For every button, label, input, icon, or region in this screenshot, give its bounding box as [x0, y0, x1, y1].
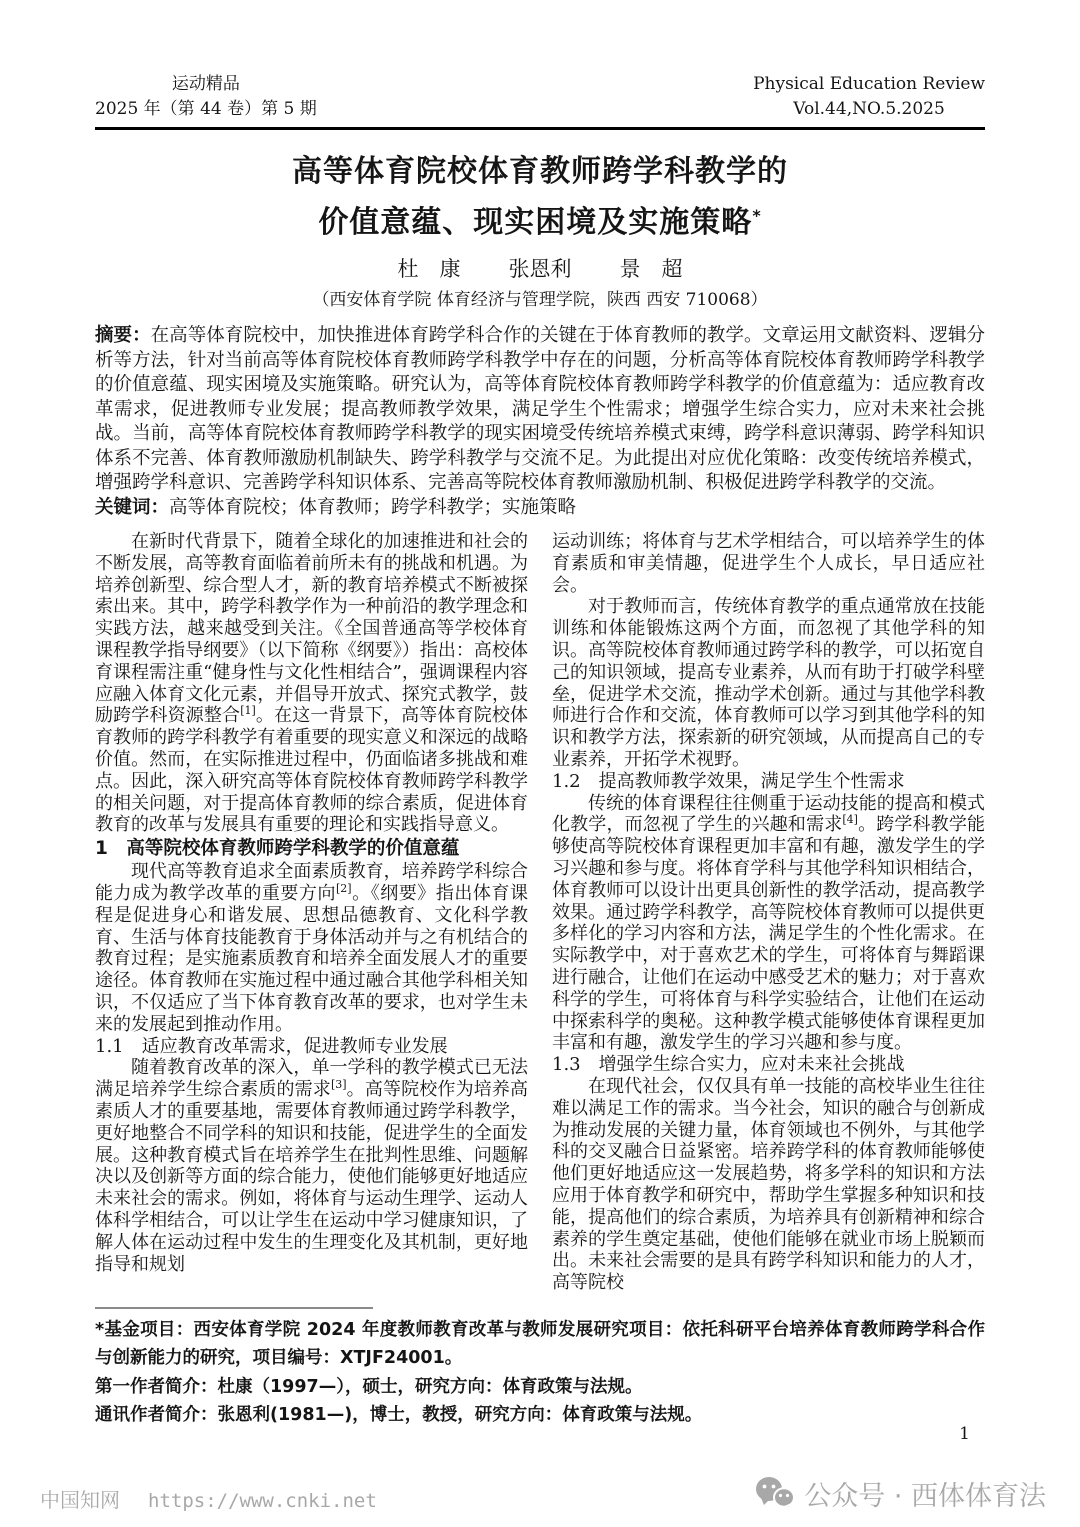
- article-title-line1: 高等体育院校体育教师跨学科教学的: [292, 154, 788, 189]
- affiliation: （西安体育学院 体育经济与管理学院，陕西 西安 710068）: [312, 290, 768, 310]
- body-paragraph: 在现代社会，仅仅具有单一技能的高校毕业生往往难以满足工作的需求。当今社会，知识的融合与创新成为推动发展的关键力量，体育领域也不例外，与其他学科的交叉融合日益紧密。培养跨学科的体育教师能够使他们更好地适应这一发展趋势，将多学科的知识和方法应用于体育教学和研究中，帮助学生掌握多种知识和技能，提高他们的综合素质，为培养具有创新精神和综合素养的学生奠定基础，使他们能够在就业市场上脱颖而出。未来社会需要的是具有跨学科知识和能力的人才，高等院校: [552, 1075, 985, 1294]
- footnote-line: 通讯作者简介：张恩利(1981—)，博士，教授，研究方向：体育政策与法规。: [95, 1405, 703, 1426]
- journal-issue-en: Vol.44,NO.5.2025: [793, 99, 945, 119]
- article-title-line2: 价值意蕴、现实困境及实施策略: [318, 205, 753, 240]
- footnote-line: 第一作者简介：杜康（1997—），硕士，研究方向：体育政策与法规。: [95, 1376, 643, 1397]
- author-name: 张恩利: [508, 257, 572, 281]
- section-heading: 1 高等院校体育教师跨学科教学的价值意蕴: [95, 838, 460, 860]
- journal-name-en: Physical Education Review: [753, 74, 985, 94]
- body-paragraph: 传统的体育课程往往侧重于运动技能的提高和模式化教学，而忽视了学生的兴趣和需求[4]。跨学科教学能够使高等院校体育课程更加丰富和有趣，激发学生的学习兴趣和参与度。将体育学科与其他学科知识相结合，体育教师可以设计出更具创新性的教学活动，提高教学效果。通过跨学科教学，高等院校体育教师可以提供更多样化的学习内容和方法，满足学生的个性化需求。在实际教学中，对于喜欢艺术的学生，可将体育与舞蹈课进行融合，让他们在运动中感受艺术的魅力；对于喜欢科学的学生，可将体育与科学实验结合，让他们在运动中探索科学的奥秘。这种教学模式能够使体育课程更加丰富和有趣，激发学生的学习兴趣和参与度。: [552, 792, 986, 1054]
- page-number: 1: [959, 1424, 970, 1444]
- cnki-label: 中国知网: [40, 1488, 120, 1512]
- footnotes-block: [95, 1316, 985, 1430]
- abstract-paragraph: [95, 324, 985, 496]
- body-paragraph: 在新时代背景下，随着全球化的加速推进和社会的不断发展，高等教育面临着前所未有的挑战和机遇。为培养创新型、综合型人才，新的教育培养模式不断被探索出来。其中，跨学科教学作为一种前沿的教学理念和实践方法，越来越受到关注。《全国普通高等学校体育课程教学指导纲要》（以下简称《纲要》）指出：高校体育课程需注重“健身性与文化性相结合”，强调课程内容应融入体育文化元素，并倡导开放式、探究式教学，鼓励跨学科资源整合[1]。在这一背景下，高等体育院校体育教师的跨学科教学有着重要的现实意义和深远的战略价值。然而，在实际推进过程中，仍面临诸多挑战和难点。因此，深入研究高等体育院校体育教师跨学科教学的相关问题，对于提高体育教师的综合素质，促进体育教育的改革与发展具有重要的理论和实践指导意义。: [95, 531, 529, 836]
- citation-ref: [4]: [842, 813, 858, 827]
- footnote-rule: [95, 1307, 373, 1309]
- author-name: 景 超: [619, 257, 683, 281]
- wechat-label: 公众号 · 西体体育法: [804, 1481, 1046, 1512]
- body-paragraph: 现代高等教育追求全面素质教育，培养跨学科综合能力成为教学改革的重要方向[2]。《纲要》指出体育课程是促进身心和谐发展、思想品德教育、文化科学教育、生活与体育技能教育于身体活动并与之有机结合的教育过程；是实施素质教育和培养全面发展人才的重要途径。体育教师在实施过程中通过融合其他学科相关知识，不仅适应了当下体育教育改革的要求，也对学生未来的发展起到推动作用。: [95, 861, 529, 1035]
- right-column: [552, 531, 985, 1294]
- citation-ref: [2]: [336, 881, 352, 895]
- keywords-line: [95, 496, 985, 521]
- body-paragraph: 运动训练；将体育与艺术学相结合，可以培养学生的体育素质和审美情趣，促进学生个人成长，早日适应社会。: [552, 531, 985, 596]
- title-funding-asterisk: *: [752, 206, 762, 225]
- header-rule: [95, 127, 985, 130]
- page-header: [95, 0, 985, 122]
- author-list: [95, 254, 985, 284]
- footnote-line: *基金项目：西安体育学院 2024 年度教师教育改革与教师发展研究项目：依托科研平台培养体育教师跨学科合作与创新能力的研究，项目编号：XTJF24001。: [95, 1319, 985, 1369]
- body-paragraph: 对于教师而言，传统体育教学的重点通常放在技能训练和体能锻炼这两个方面，而忽视了其他学科的知识。高等院校体育教师通过跨学科的教学，可以拓宽自己的知识领域，提高专业素养，从而有助于打破学科壁垒，促进学术交流，推动学术创新。通过与其他学科教师进行合作和交流，体育教师可以学习到其他学科的知识和教学方法，探索新的研究领域，从而提高自己的专业素养，开拓学术视野。: [552, 596, 985, 770]
- body-paragraph: 随着教育改革的深入，单一学科的教学模式已无法满足培养学生综合素质的需求[3]。高等院校作为培养高素质人才的重要基地，需要体育教师通过跨学科教学，更好地整合不同学科的知识和技能，促进学生的全面发展。这种教育模式旨在培养学生在批判性思维、问题解决以及创新等方面的综合能力，使他们能够更好地适应未来社会的需求。例如，将体育与运动生理学、运动人体科学相结合，可以让学生在运动中学习健康知识，了解人体在运动过程中发生的生理变化及其机制，更好地指导和规划: [95, 1057, 529, 1275]
- body-columns: [95, 531, 985, 1294]
- keywords-text: 高等体育院校；体育教师；跨学科教学；实施策略: [169, 496, 577, 518]
- left-column: [95, 531, 528, 1294]
- abstract-label: 摘要：: [95, 325, 151, 346]
- section-heading: 1.1 适应教育改革需求，促进教师专业发展: [95, 1035, 448, 1057]
- section-heading: 1.2 提高教师教学效果，满足学生个性需求: [552, 770, 905, 792]
- wechat-icon: [755, 1476, 795, 1512]
- author-name: 杜 康: [397, 257, 461, 281]
- abstract-block: [95, 324, 985, 520]
- section-heading: 1.3 增强学生综合实力，应对未来社会挑战: [552, 1054, 905, 1076]
- watermark-footer: [0, 1468, 1080, 1527]
- citation-ref: [1]: [240, 704, 256, 718]
- journal-name-cn: 运动精品: [171, 74, 240, 94]
- citation-ref: [3]: [330, 1078, 347, 1092]
- journal-issue-cn: 2025 年（第 44 卷）第 5 期: [95, 99, 317, 119]
- article-title: [95, 150, 985, 245]
- cnki-url[interactable]: https://www.cnki.net: [148, 1490, 377, 1512]
- keywords-label: 关键词：: [95, 496, 170, 518]
- abstract-text: 在高等体育院校中，加快推进体育跨学科合作的关键在于体育教师的教学。文章运用文献资料、逻辑分析等方法，针对当前高等体育院校体育教师跨学科教学中存在的问题，分析高等体育院校体育教师跨学科教学的价值意蕴、现实困境及实施策略。研究认为，高等体育院校体育教师跨学科教学的价值意蕴为：适应教育改革需求，促进教师专业发展；提高教师教学效果，满足学生个性需求；增强学生综合实力，应对未来社会挑战。当前，高等体育院校体育教师跨学科教学的现实困境受传统培养模式束缚，跨学科意识薄弱、跨学科知识体系不完善、体育教师激励机制缺失、跨学科教学与交流不足。为此提出对应优化策略：改变传统培养模式，增强跨学科意识、完善跨学科知识体系、完善高等院校体育教师激励机制、积极促进跨学科教学的交流。: [95, 325, 985, 493]
